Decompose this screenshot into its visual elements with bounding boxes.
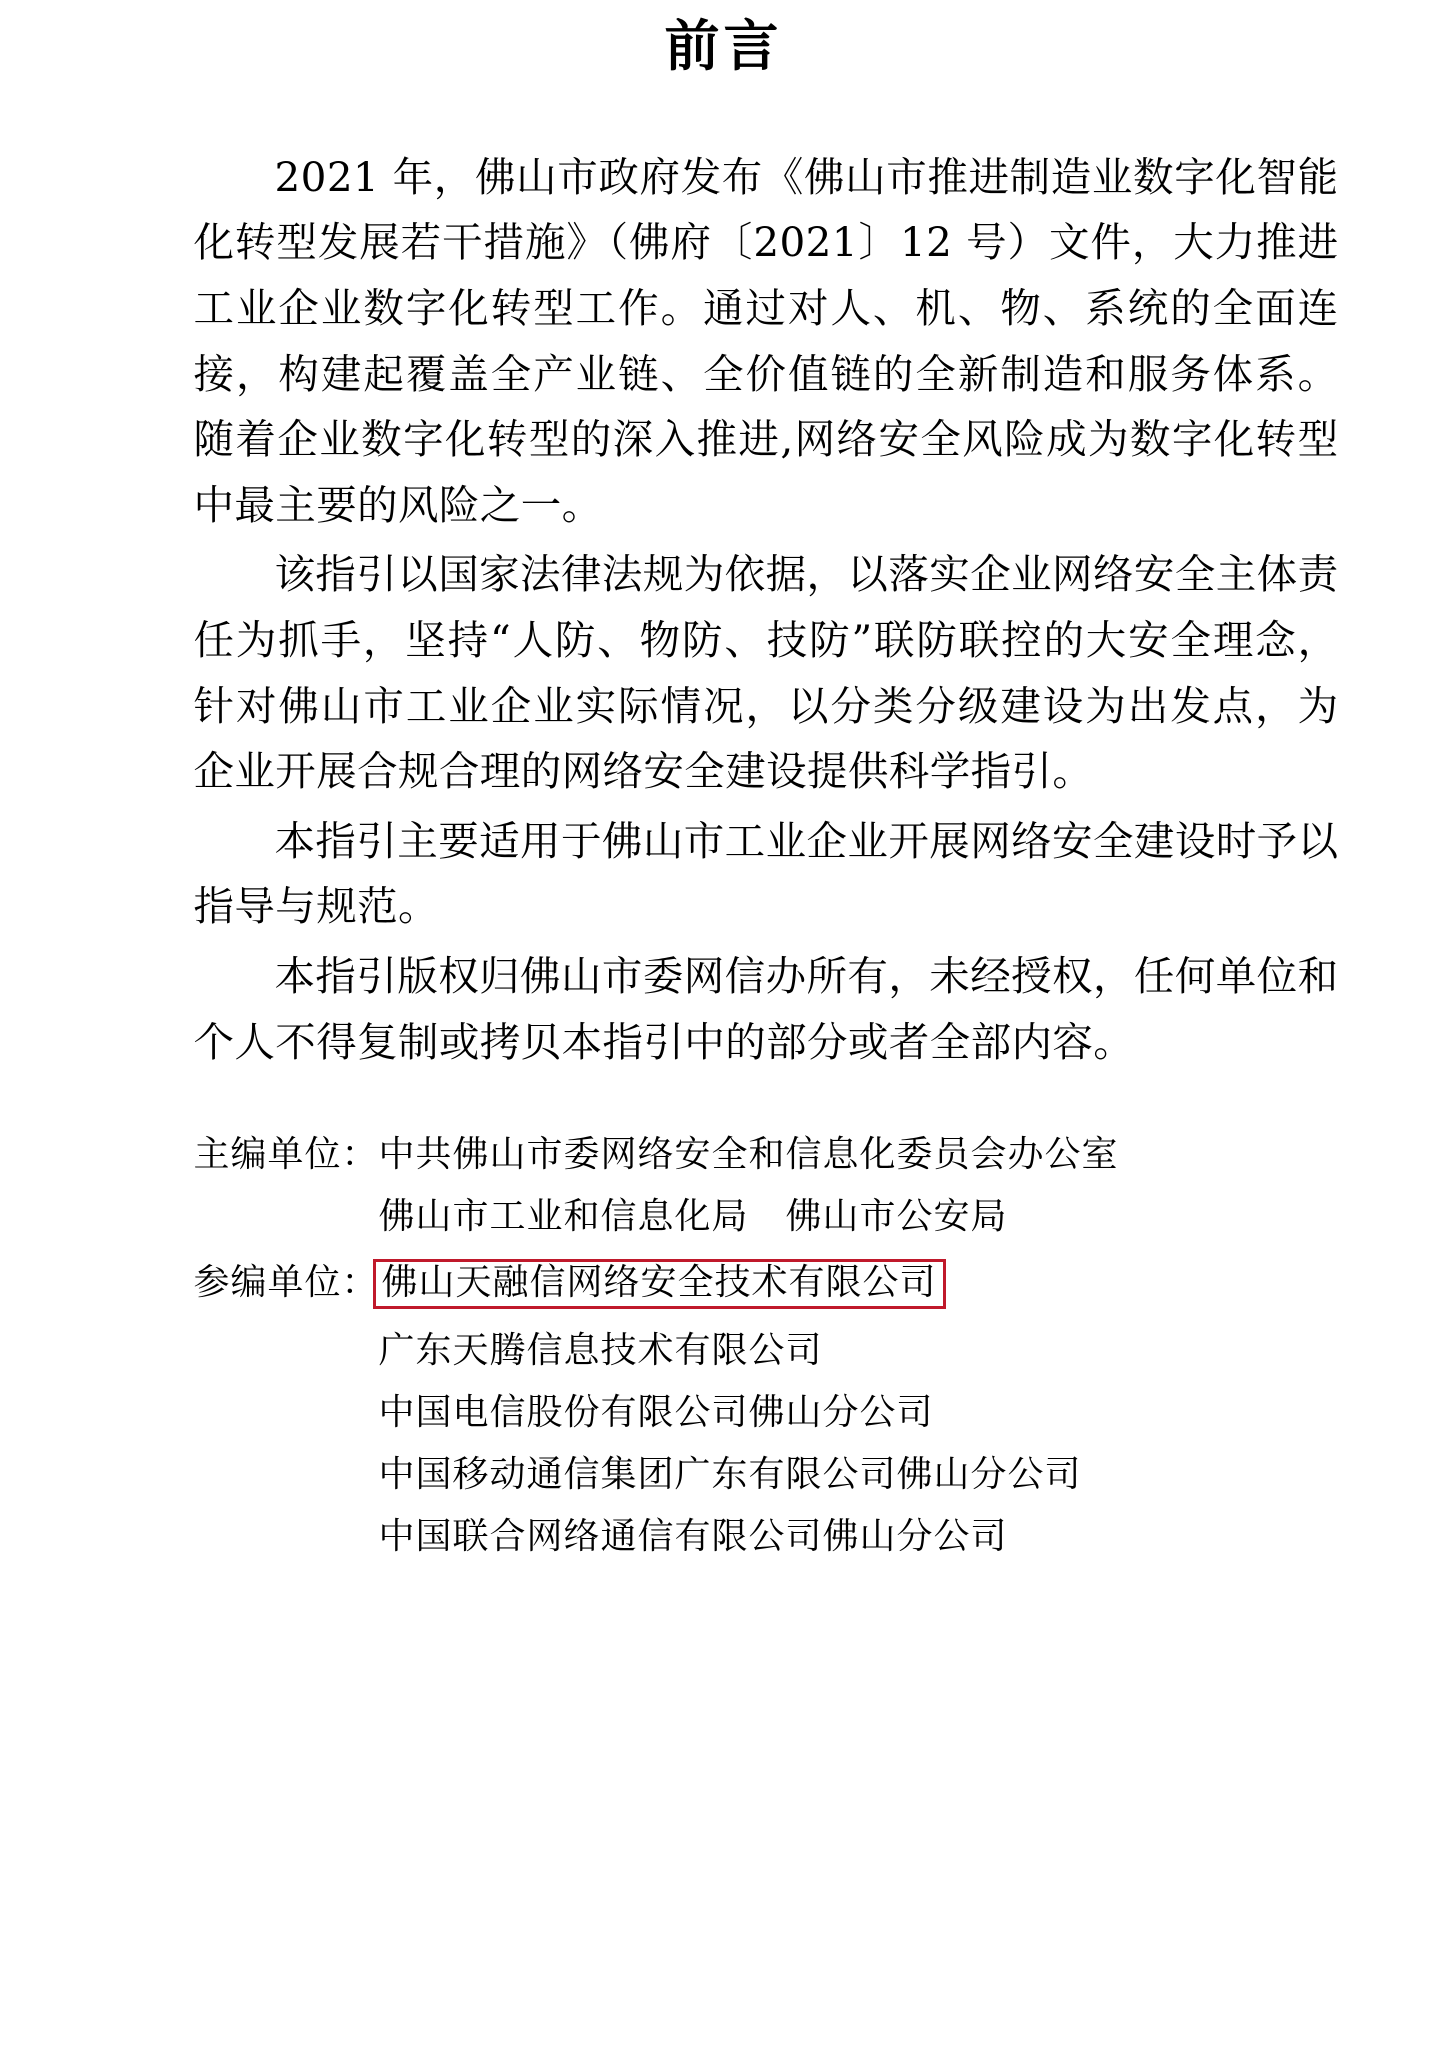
co-editor-value-5: 中国联合网络通信有限公司佛山分公司 [378, 1515, 1008, 1557]
chief-editor-row [193, 1134, 1339, 1238]
co-editor-value-1-wrapper [379, 1261, 1082, 1307]
chief-editor-value-2: 佛山市工业和信息化局 佛山市公安局 [378, 1196, 1008, 1238]
co-editor-value-4: 中国移动通信集团广东有限公司佛山分公司 [378, 1453, 1082, 1495]
chief-editor-value-1: 中共佛山市委网络安全和信息化委员会办公室 [378, 1134, 1119, 1176]
co-editor-row [194, 1261, 1339, 1555]
paragraph-3: 本指引主要适用于佛山市工业企业开展网络安全建设时予以指导与规范。 [193, 816, 1339, 931]
co-editor-value-2: 广东天腾信息技术有限公司 [378, 1329, 823, 1371]
co-editor-value-3: 中国电信股份有限公司佛山分公司 [378, 1391, 934, 1433]
paragraph-4: 本指引版权归佛山市委网信办所有，未经授权，任何单位和个人不得复制或拷贝本指引中的部分或者全部内容。 [193, 952, 1339, 1066]
chief-editor-label: 主编单位： [193, 1134, 379, 1176]
paragraph-1: 2021 年，佛山市政府发布《佛山市推进制造业数字化智能化转型发展若干措施》（佛府〔2021〕12 号）文件，大力推进工业企业数字化转型工作。通过对人、机、物、系统的全面连接，构建起覆盖全产业链、全价值链的全新制造和服务体系。随着企业数字化转型的深入推进,网络安全风险成为数字化转型中最主要的风险之一。 [193, 152, 1339, 529]
document-page [0, 6, 1447, 2051]
page-title: 前言 [664, 13, 783, 78]
document-body [99, 145, 1349, 1555]
co-editor-label: 参编单位： [193, 1262, 379, 1304]
highlighted-company: 佛山天融信网络安全技术有限公司 [373, 1259, 946, 1309]
credits-section [193, 1134, 1339, 1557]
paragraph-2: 该指引以国家法律法规为依据，以落实企业网络安全主体责任为抓手，坚持“人防、物防、技防”联防联控的大安全理念，针对佛山市工业企业实际情况，以分类分级建设为出发点，为企业开展合规合理的网络安全建设提供科学指引。 [193, 550, 1339, 796]
